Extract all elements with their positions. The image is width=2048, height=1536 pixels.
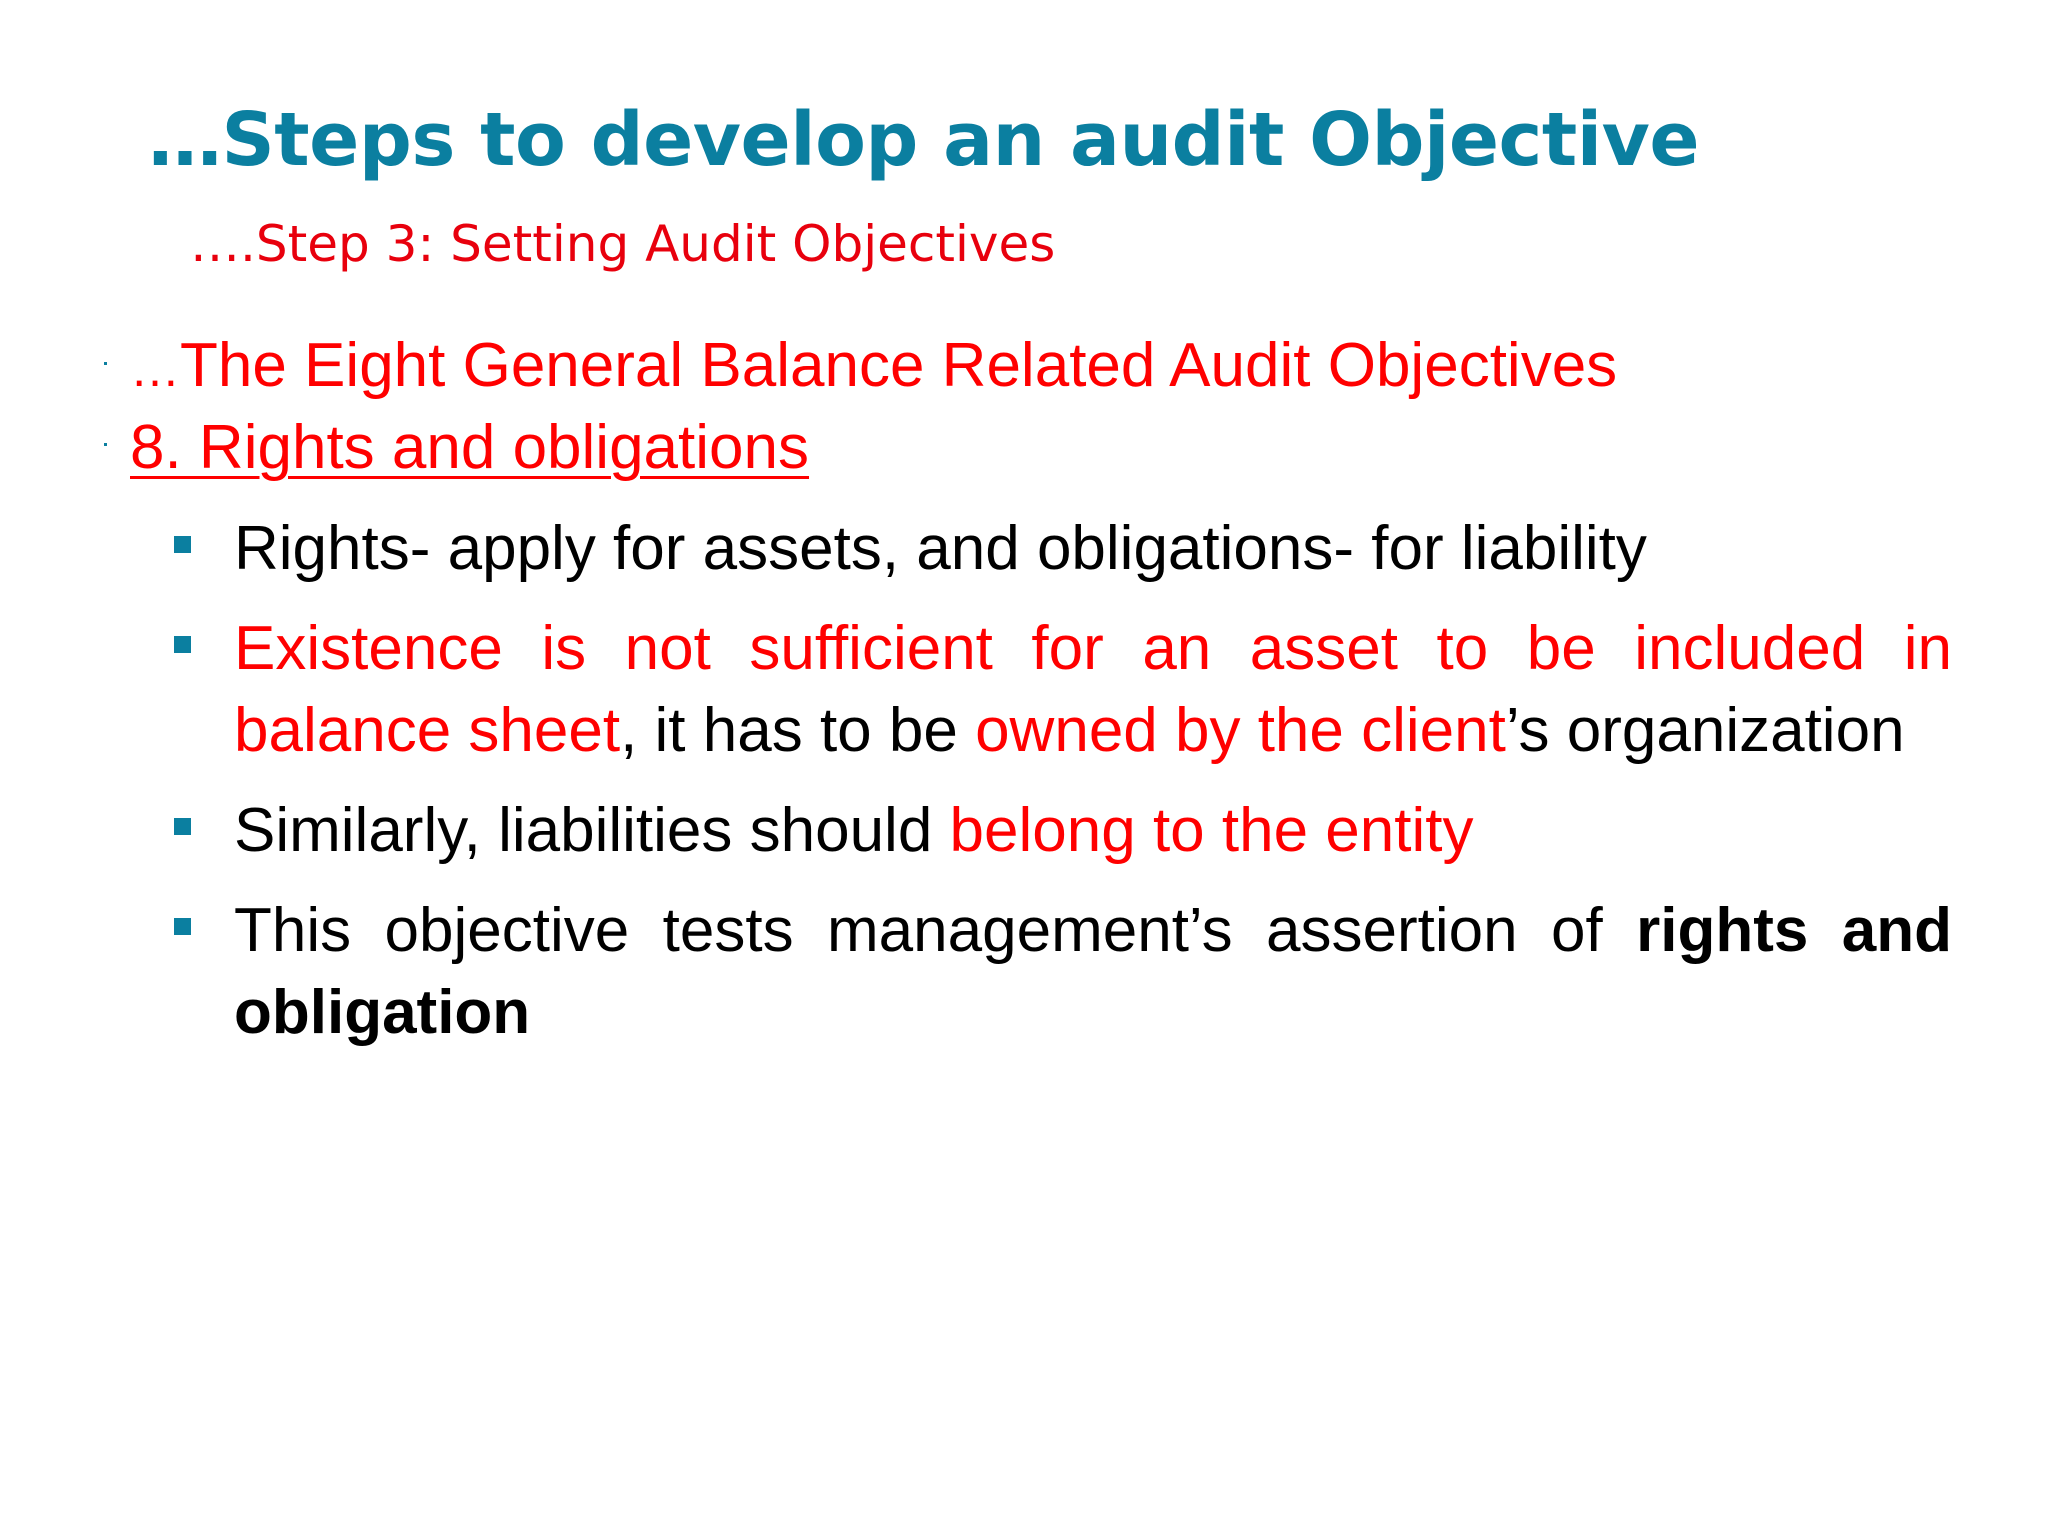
bullet-list xyxy=(172,508,1952,1072)
bullet-dot-icon xyxy=(104,362,107,365)
slide-title: …Steps to develop an audit Objective xyxy=(148,97,1700,183)
bullet-item-assertion xyxy=(172,890,1952,1054)
bullet-text: , it has to be xyxy=(620,696,976,765)
heading-ellipsis: … xyxy=(130,341,180,397)
bullet-item-liabilities xyxy=(172,790,1952,872)
bullet-item-rights xyxy=(172,508,1952,590)
bullet-dot-icon xyxy=(104,443,107,446)
bullet-text-bold: rights and obligation xyxy=(234,896,1952,1047)
section-heading xyxy=(130,328,1617,407)
bullet-text-red: owned by the client xyxy=(975,696,1506,765)
slide-subtitle: ….Step 3: Setting Audit Objectives xyxy=(190,215,1056,273)
bullet-text: Rights- apply for assets, and obligations- for liability xyxy=(234,514,1647,583)
bullet-text: This objective tests management’s assertion of xyxy=(234,896,1637,965)
square-bullet-icon xyxy=(174,818,191,835)
square-bullet-icon xyxy=(174,918,191,935)
bullet-text: ’s organization xyxy=(1505,696,1905,765)
bullet-item-existence xyxy=(172,608,1952,772)
bullet-text-red: belong to the entity xyxy=(949,796,1474,865)
bullet-text: Similarly, liabilities should xyxy=(234,796,950,865)
square-bullet-icon xyxy=(174,636,191,653)
square-bullet-icon xyxy=(174,536,191,553)
heading-text: The Eight General Balance Related Audit Objectives xyxy=(180,331,1618,400)
section-subheading: 8. Rights and obligations xyxy=(130,413,810,482)
bullet-text-red: Existence is not sufficient for an asset to be included in balance sheet xyxy=(234,614,1952,765)
